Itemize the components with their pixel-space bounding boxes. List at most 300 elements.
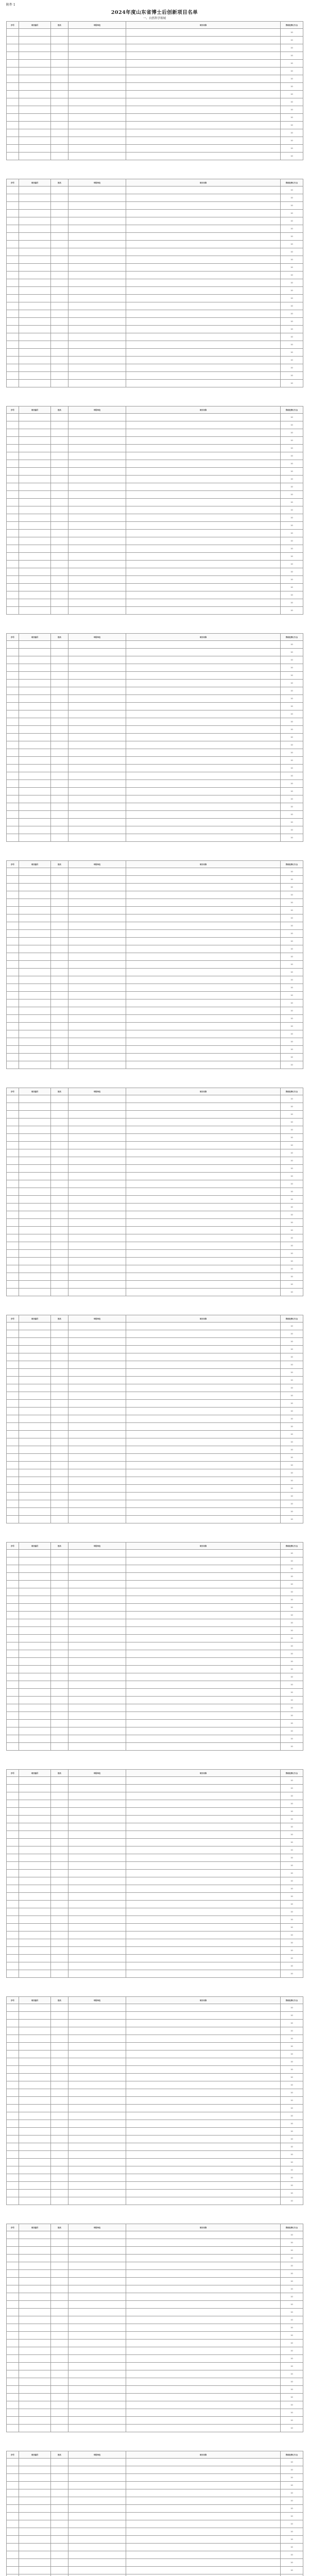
table-cell: [51, 2574, 68, 2576]
table-cell: [51, 1635, 68, 1642]
attachment-label: 附件 1: [6, 3, 15, 7]
table-cell: [126, 780, 281, 788]
table-cell: [19, 553, 51, 561]
table-cell: [7, 819, 19, 826]
table-cell: [126, 687, 281, 695]
table-cell: [19, 1727, 51, 1735]
table-cell: [19, 1188, 51, 1196]
table-cell: [7, 999, 19, 1007]
table-cell: [7, 953, 19, 961]
table-cell: [51, 44, 68, 52]
table-cell: [68, 499, 126, 506]
table-cell: [126, 1862, 281, 1870]
table-cell: [19, 2355, 51, 2363]
table-cell: [51, 703, 68, 710]
funding-cell: 10: [281, 1369, 303, 1377]
table-cell: [68, 2105, 126, 2112]
table-cell: [126, 522, 281, 530]
table-cell: [19, 576, 51, 584]
funding-cell: 10: [281, 2190, 303, 2197]
table-cell: [68, 2513, 126, 2520]
table-cell: [7, 2151, 19, 2159]
table-cell: [19, 1704, 51, 1712]
table-cell: [19, 310, 51, 318]
table-cell: [19, 2559, 51, 2567]
funding-cell: 10: [281, 1423, 303, 1431]
table-cell: [51, 2370, 68, 2378]
table-cell: [51, 349, 68, 357]
table-row: [7, 811, 303, 819]
funding-cell: 10: [281, 429, 303, 437]
funding-cell: 10: [281, 2285, 303, 2293]
funding-cell: 10: [281, 695, 303, 703]
funding-cell: 10: [281, 1516, 303, 1523]
table-cell: [68, 37, 126, 44]
funding-cell: 10: [281, 1785, 303, 1792]
table-cell: [19, 703, 51, 710]
table-cell: [51, 2505, 68, 2513]
table-row: [7, 1469, 303, 1477]
table-cell: [68, 1666, 126, 1673]
table-cell: [19, 2020, 51, 2027]
table-row: [7, 576, 303, 584]
table-cell: [7, 295, 19, 302]
table-cell: [19, 1650, 51, 1658]
funding-cell: 10: [281, 2035, 303, 2043]
table-cell: [51, 1831, 68, 1839]
table-cell: [68, 2316, 126, 2324]
funding-cell: 10: [281, 1612, 303, 1619]
funding-cell: 10: [281, 1054, 303, 1061]
table-cell: [126, 217, 281, 225]
table-cell: [19, 468, 51, 476]
table-row: [7, 757, 303, 765]
table-cell: [7, 1573, 19, 1581]
table-cell: [7, 1227, 19, 1234]
table-cell: [68, 780, 126, 788]
table-cell: [7, 2394, 19, 2401]
funding-cell: 10: [281, 765, 303, 772]
table-cell: [68, 2174, 126, 2182]
table-cell: [126, 1338, 281, 1346]
table-row: [7, 734, 303, 741]
table-row: [7, 1604, 303, 1612]
table-row: [7, 256, 303, 264]
table-cell: [68, 2255, 126, 2262]
column-header: 资助经费(万元): [281, 1315, 303, 1323]
table-cell: [126, 1015, 281, 1023]
table-cell: [7, 264, 19, 272]
table-cell: [51, 2166, 68, 2174]
page-break: [6, 1523, 303, 1542]
table-cell: [51, 772, 68, 780]
table-cell: [7, 1743, 19, 1751]
table-cell: [7, 372, 19, 380]
funding-cell: 10: [281, 1211, 303, 1219]
table-cell: [126, 310, 281, 318]
table-cell: [19, 421, 51, 429]
table-cell: [68, 445, 126, 452]
table-cell: [126, 318, 281, 326]
table-cell: [68, 349, 126, 357]
table-cell: [51, 780, 68, 788]
column-header: 项目名称: [126, 634, 281, 641]
table-cell: [51, 1604, 68, 1612]
table-row: [7, 202, 303, 210]
table-row: [7, 530, 303, 537]
table-cell: [7, 2536, 19, 2544]
table-cell: [68, 1377, 126, 1384]
column-header: 申报单位: [68, 861, 126, 868]
table-cell: [68, 1839, 126, 1846]
table-cell: [126, 1346, 281, 1353]
table-row: [7, 1777, 303, 1785]
table-cell: [7, 302, 19, 310]
table-row: [7, 2166, 303, 2174]
table-cell: [126, 1234, 281, 1242]
table-cell: [51, 2089, 68, 2097]
funding-cell: 10: [281, 1204, 303, 1211]
table-cell: [68, 1924, 126, 1931]
table-cell: [68, 2050, 126, 2058]
table-cell: [19, 217, 51, 225]
table-row: [7, 2004, 303, 2012]
table-cell: [7, 460, 19, 468]
funding-cell: 10: [281, 2536, 303, 2544]
table-cell: [7, 710, 19, 718]
table-cell: [19, 499, 51, 506]
table-cell: [68, 75, 126, 83]
table-cell: [68, 476, 126, 483]
table-row: [7, 607, 303, 615]
table-row: [7, 52, 303, 60]
table-cell: [7, 899, 19, 907]
table-cell: [7, 2574, 19, 2576]
table-row: [7, 695, 303, 703]
table-cell: [126, 341, 281, 349]
column-header: 项目编号: [19, 634, 51, 641]
funding-cell: 10: [281, 2043, 303, 2050]
table-cell: [68, 1015, 126, 1023]
table-cell: [51, 380, 68, 387]
table-cell: [19, 2551, 51, 2559]
table-cell: [19, 1384, 51, 1392]
table-cell: [126, 1485, 281, 1493]
funding-cell: 10: [281, 2482, 303, 2489]
table-cell: [19, 819, 51, 826]
table-cell: [68, 1735, 126, 1743]
table-cell: [68, 1485, 126, 1493]
table-cell: [7, 357, 19, 364]
table-cell: [126, 1970, 281, 1978]
table-cell: [19, 2143, 51, 2151]
table-cell: [19, 1924, 51, 1931]
table-cell: [68, 1743, 126, 1751]
table-row: [7, 2340, 303, 2347]
funding-cell: 10: [281, 1777, 303, 1785]
table-cell: [7, 2316, 19, 2324]
table-cell: [68, 202, 126, 210]
table-cell: [68, 1808, 126, 1816]
table-cell: [19, 2425, 51, 2432]
funding-cell: 10: [281, 656, 303, 664]
table-header-row: [7, 406, 303, 414]
table-cell: [51, 749, 68, 757]
table-cell: [19, 1931, 51, 1939]
table-cell: [126, 2182, 281, 2190]
table-cell: [68, 1689, 126, 1697]
table-cell: [126, 2027, 281, 2035]
table-cell: [126, 1627, 281, 1635]
table-row: [7, 765, 303, 772]
table-cell: [7, 145, 19, 152]
table-cell: [51, 445, 68, 452]
table-row: [7, 233, 303, 241]
table-row: [7, 1265, 303, 1273]
table-cell: [68, 279, 126, 287]
table-cell: [7, 1323, 19, 1330]
funding-cell: 10: [281, 1157, 303, 1165]
funding-cell: 10: [281, 992, 303, 999]
table-cell: [7, 1415, 19, 1423]
funding-cell: 10: [281, 2247, 303, 2255]
table-cell: [19, 868, 51, 876]
table-cell: [7, 202, 19, 210]
table-cell: [19, 1118, 51, 1126]
table-cell: [7, 2355, 19, 2363]
table-cell: [68, 2012, 126, 2020]
table-cell: [126, 1962, 281, 1970]
table-cell: [126, 137, 281, 145]
table-row: [7, 295, 303, 302]
table-cell: [19, 1939, 51, 1947]
funding-cell: 10: [281, 1862, 303, 1870]
table-cell: [19, 718, 51, 726]
table-cell: [126, 2293, 281, 2301]
table-cell: [126, 1493, 281, 1500]
table-cell: [7, 1377, 19, 1384]
table-cell: [51, 1493, 68, 1500]
table-cell: [7, 1361, 19, 1369]
table-cell: [51, 2513, 68, 2520]
table-cell: [7, 2058, 19, 2066]
funding-cell: 10: [281, 2347, 303, 2355]
table-row: [7, 2255, 303, 2262]
table-cell: [51, 1250, 68, 1258]
table-cell: [7, 1493, 19, 1500]
table-cell: [126, 834, 281, 842]
table-cell: [51, 1157, 68, 1165]
table-cell: [68, 2459, 126, 2466]
table-cell: [7, 726, 19, 734]
table-row: [7, 106, 303, 114]
table-cell: [126, 803, 281, 811]
table-row: [7, 1673, 303, 1681]
table-cell: [7, 2425, 19, 2432]
table-cell: [19, 961, 51, 969]
funding-cell: 10: [281, 1924, 303, 1931]
column-header: 姓名: [51, 1543, 68, 1550]
table-cell: [19, 687, 51, 695]
table-cell: [126, 514, 281, 522]
funding-cell: 10: [281, 349, 303, 357]
page-break: [6, 842, 303, 860]
table-cell: [126, 1196, 281, 1204]
table-cell: [126, 1323, 281, 1330]
table-cell: [68, 83, 126, 91]
table-header-row: [7, 1997, 303, 2004]
column-header: 资助经费(万元): [281, 861, 303, 868]
funding-cell: 10: [281, 834, 303, 842]
table-cell: [7, 1369, 19, 1377]
funding-cell: 10: [281, 1142, 303, 1149]
funding-cell: 10: [281, 1258, 303, 1265]
table-cell: [126, 98, 281, 106]
table-cell: [51, 1743, 68, 1751]
table-cell: [126, 2394, 281, 2401]
table-cell: [126, 1854, 281, 1862]
table-cell: [51, 1007, 68, 1015]
funding-cell: 10: [281, 969, 303, 976]
table-row: [7, 876, 303, 884]
table-cell: [7, 2066, 19, 2074]
table-cell: [126, 187, 281, 194]
table-cell: [7, 506, 19, 514]
table-cell: [7, 2370, 19, 2378]
table-row: [7, 1054, 303, 1061]
table-row: [7, 922, 303, 930]
table-cell: [7, 1650, 19, 1658]
table-cell: [126, 765, 281, 772]
table-cell: [7, 2089, 19, 2097]
table-row: [7, 1149, 303, 1157]
funding-cell: 10: [281, 1346, 303, 1353]
table-cell: [7, 772, 19, 780]
table-cell: [19, 2035, 51, 2043]
page-break: [6, 1978, 303, 1996]
funding-cell: 10: [281, 1916, 303, 1924]
table-cell: [7, 2293, 19, 2301]
table-cell: [68, 1157, 126, 1165]
table-cell: [51, 1038, 68, 1046]
table-cell: [68, 1330, 126, 1338]
table-cell: [126, 2520, 281, 2528]
table-cell: [68, 2466, 126, 2474]
table-cell: [126, 2247, 281, 2255]
table-cell: [51, 1219, 68, 1227]
table-cell: [19, 491, 51, 499]
table-cell: [126, 757, 281, 765]
table-cell: [19, 1477, 51, 1485]
table-row: [7, 561, 303, 568]
table-cell: [51, 2386, 68, 2394]
table-cell: [68, 452, 126, 460]
table-cell: [7, 1846, 19, 1854]
table-cell: [7, 803, 19, 811]
table-cell: [126, 2386, 281, 2394]
table-cell: [7, 1627, 19, 1635]
table-cell: [7, 414, 19, 421]
table-cell: [68, 992, 126, 999]
table-cell: [126, 2505, 281, 2513]
funding-cell: 10: [281, 514, 303, 522]
funding-cell: 10: [281, 29, 303, 37]
table-cell: [7, 380, 19, 387]
table-cell: [126, 2285, 281, 2293]
table-cell: [7, 2285, 19, 2293]
table-cell: [19, 1777, 51, 1785]
table-cell: [51, 1165, 68, 1173]
table-cell: [51, 607, 68, 615]
table-cell: [68, 1508, 126, 1516]
table-cell: [7, 2143, 19, 2151]
table-cell: [51, 2182, 68, 2190]
funding-cell: 10: [281, 1408, 303, 1415]
table-cell: [19, 649, 51, 656]
table-row: [7, 2551, 303, 2559]
table-cell: [51, 1392, 68, 1400]
table-cell: [7, 687, 19, 695]
funding-cell: 10: [281, 187, 303, 194]
table-cell: [51, 1516, 68, 1523]
table-row: [7, 522, 303, 530]
table-row: [7, 452, 303, 460]
column-header: 项目编号: [19, 1088, 51, 1095]
table-cell: [126, 641, 281, 649]
table-cell: [19, 1462, 51, 1469]
table-cell: [19, 1596, 51, 1604]
table-cell: [19, 2120, 51, 2128]
table-cell: [68, 1673, 126, 1681]
table-cell: [68, 256, 126, 264]
table-row: [7, 672, 303, 680]
table-cell: [51, 1338, 68, 1346]
funding-cell: 10: [281, 1947, 303, 1955]
column-header: 申报单位: [68, 1997, 126, 2004]
table-cell: [126, 2347, 281, 2355]
funding-cell: 10: [281, 1885, 303, 1893]
table-cell: [68, 710, 126, 718]
table-cell: [19, 2544, 51, 2551]
table-cell: [51, 137, 68, 145]
table-cell: [51, 788, 68, 795]
table-cell: [19, 2293, 51, 2301]
table-cell: [68, 726, 126, 734]
table-cell: [51, 295, 68, 302]
funding-cell: 10: [281, 530, 303, 537]
funding-cell: 10: [281, 264, 303, 272]
table-cell: [126, 1508, 281, 1516]
table-cell: [7, 656, 19, 664]
table-cell: [126, 1777, 281, 1785]
table-cell: [7, 1870, 19, 1877]
table-cell: [19, 2324, 51, 2332]
table-row: [7, 137, 303, 145]
funding-cell: 10: [281, 1870, 303, 1877]
table-cell: [51, 2074, 68, 2081]
table-cell: [68, 468, 126, 476]
document-title: 2024年度山东省博士后创新项目名单: [111, 10, 198, 15]
table-cell: [51, 1400, 68, 1408]
table-cell: [126, 945, 281, 953]
table-row: [7, 1565, 303, 1573]
table-cell: [126, 44, 281, 52]
table-cell: [19, 710, 51, 718]
funding-cell: 10: [281, 1023, 303, 1030]
table-cell: [51, 2394, 68, 2401]
table-cell: [7, 2459, 19, 2466]
table-row: [7, 67, 303, 75]
